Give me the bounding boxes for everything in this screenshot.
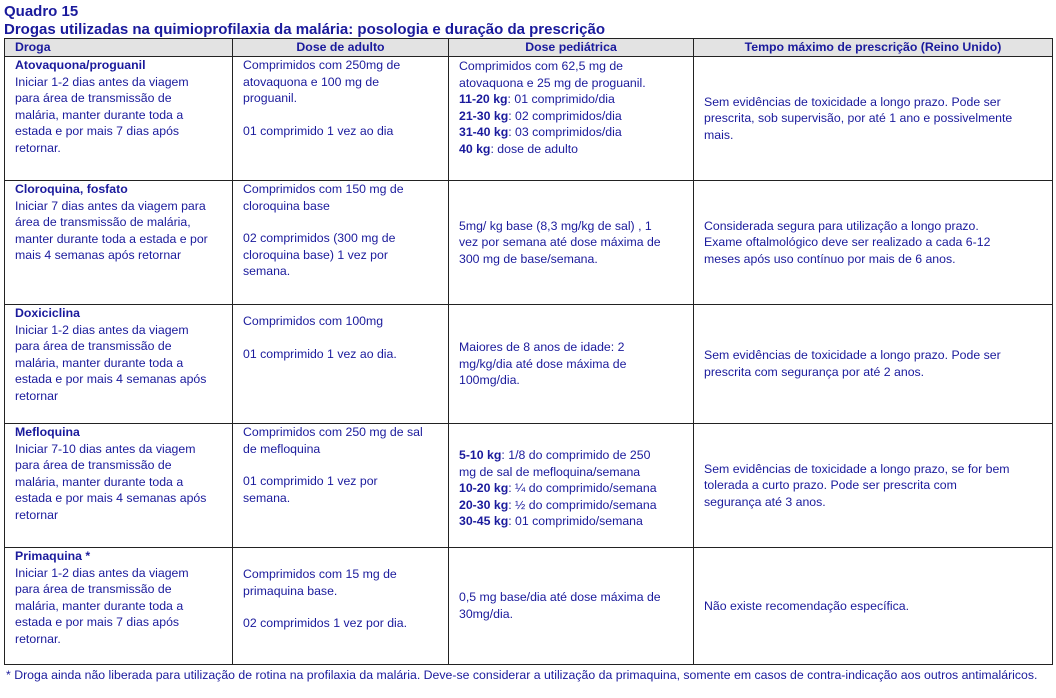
- pediatric-dose-text: atovaquona e 25 mg de proguanil.: [459, 75, 646, 90]
- adult-dose-cell: [233, 305, 449, 424]
- pediatric-dose-line: [459, 58, 685, 75]
- adult-dose-line: Comprimidos com 250 mg de sal: [243, 425, 423, 439]
- drug-description-line: estada e por mais 7 dias após: [15, 615, 180, 630]
- drug-cell: [5, 181, 233, 305]
- drug-table: [4, 38, 1053, 665]
- drug-description-line: área de transmissão de malária,: [15, 215, 191, 230]
- adult-dose-line: primaquina base.: [243, 583, 338, 598]
- drug-description-line: para área de transmissão de: [15, 339, 172, 354]
- drug-description-line: Iniciar 1-2 dias antes da viagem: [15, 74, 189, 89]
- pediatric-dose-line: [459, 513, 685, 530]
- drug-description-line: para área de transmissão de: [15, 582, 172, 597]
- weight-range: 40 kg: [459, 141, 491, 156]
- table-row: [5, 548, 1053, 665]
- pediatric-dose-line: [459, 447, 685, 464]
- spacer: [243, 599, 440, 615]
- adult-dose-line: 02 comprimidos (300 mg de: [243, 231, 396, 246]
- pediatric-dose-cell: [449, 305, 694, 424]
- pediatric-dose-line: [459, 589, 685, 606]
- pediatric-dose-text: : ½ do comprimido/semana: [508, 497, 657, 512]
- max-time-line: segurança até 3 anos.: [704, 494, 826, 509]
- pediatric-dose-text: : dose de adulto: [490, 141, 578, 156]
- drug-description-line: Iniciar 1-2 dias antes da viagem: [15, 565, 189, 580]
- max-time-line: prescrita com segurança por até 2 anos.: [704, 365, 925, 379]
- pediatric-dose-text: Maiores de 8 anos de idade: 2: [459, 340, 625, 355]
- header-drug: Droga: [5, 39, 233, 57]
- pediatric-dose-line: [459, 464, 685, 481]
- drug-name: Primaquina *: [15, 549, 91, 563]
- pediatric-dose-text: 0,5 mg base/dia até dose máxima de: [459, 590, 661, 605]
- adult-dose-line: semana.: [243, 490, 291, 505]
- pediatric-dose-cell: [449, 181, 694, 305]
- pediatric-dose-text: Comprimidos com 62,5 mg de: [459, 59, 624, 73]
- max-time-line: prescrita, sob supervisão, por até 1 ano e possivelmente: [704, 111, 1013, 126]
- drug-description-line: para área de transmissão de: [15, 458, 172, 473]
- drug-name: Mefloquina: [15, 425, 80, 439]
- table-subtitle: Drogas utilizadas na quimioprofilaxia da malária: posologia e duração da prescrição: [4, 21, 606, 38]
- pediatric-dose-text: : ¼ do comprimido/semana: [508, 481, 657, 496]
- header-pediatric-dose: Dose pediátrica: [449, 39, 694, 57]
- drug-description-line: retornar.: [15, 140, 61, 155]
- header-adult-dose: Dose de adulto: [233, 39, 449, 57]
- pediatric-dose-line: [459, 91, 685, 108]
- pediatric-dose-line: [459, 339, 685, 356]
- pediatric-dose-line: [459, 124, 685, 141]
- adult-dose-line: cloroquina base: [243, 198, 330, 213]
- weight-range: 30-45 kg: [459, 514, 509, 529]
- adult-dose-line: Comprimidos com 100mg: [243, 314, 384, 328]
- adult-dose-line: 01 comprimido 1 vez ao dia: [243, 123, 394, 138]
- adult-dose-line: 01 comprimido 1 vez ao dia.: [243, 346, 397, 361]
- drug-description-line: retornar: [15, 388, 59, 403]
- pediatric-dose-line: [459, 234, 685, 251]
- adult-dose-line: Comprimidos com 150 mg de: [243, 182, 404, 196]
- pediatric-dose-line: [459, 75, 685, 92]
- table-row: [5, 181, 1053, 305]
- adult-dose-line: de mefloquina: [243, 441, 321, 456]
- weight-range: 21-30 kg: [459, 108, 509, 123]
- drug-description-line: retornar: [15, 507, 59, 522]
- table-caption: Quadro 15: [4, 3, 79, 20]
- pediatric-dose-line: [459, 606, 685, 623]
- drug-description-line: Iniciar 7 dias antes da viagem para: [15, 198, 206, 213]
- pediatric-dose-line: [459, 372, 685, 389]
- max-time-line: Sem evidências de toxicidade a longo prazo. Pode ser: [704, 348, 1001, 363]
- weight-range: 5-10 kg: [459, 448, 502, 463]
- spacer: [243, 550, 440, 566]
- drug-cell: [5, 305, 233, 424]
- table-row: [5, 424, 1053, 548]
- drug-name: Doxiciclina: [15, 306, 80, 320]
- drug-name: Cloroquina, fosfato: [15, 182, 128, 196]
- drug-description-line: estada e por mais 4 semanas após: [15, 491, 207, 506]
- adult-dose-line: atovaquona e 100 mg de: [243, 74, 380, 89]
- weight-range: 10-20 kg: [459, 481, 509, 496]
- adult-dose-line: 01 comprimido 1 vez por: [243, 474, 378, 489]
- drug-description-line: Iniciar 7-10 dias antes da viagem: [15, 441, 196, 456]
- max-time-line: tolerada a curto prazo. Pode ser prescrita com: [704, 478, 957, 493]
- drug-name: Atovaquona/proguanil: [15, 58, 146, 72]
- weight-range: 20-30 kg: [459, 497, 509, 512]
- pediatric-dose-line: [459, 251, 685, 268]
- pediatric-dose-text: vez por semana até dose máxima de: [459, 235, 661, 250]
- pediatric-dose-line: [459, 356, 685, 373]
- weight-range: 11-20 kg: [459, 92, 508, 107]
- adult-dose-line: Comprimidos com 250mg de: [243, 58, 401, 72]
- spacer: [243, 107, 440, 123]
- drug-description-line: retornar.: [15, 631, 61, 646]
- spacer: [243, 457, 440, 473]
- adult-dose-cell: [233, 57, 449, 181]
- max-time-cell: [694, 548, 1053, 665]
- max-time-cell: [694, 305, 1053, 424]
- max-time-line: Sem evidências de toxicidade a longo prazo. Pode ser: [704, 94, 1001, 109]
- pediatric-dose-text: 100mg/dia.: [459, 373, 520, 388]
- drug-cell: [5, 424, 233, 548]
- max-time-cell: [694, 424, 1053, 548]
- pediatric-dose-text: : 02 comprimidos/dia: [508, 108, 622, 123]
- footnote: * Droga ainda não liberada para utilização de rotina na profilaxia da malária. Deve-se considerar a utilização da primaquina, somente em casos de contra-indicação aos outros antimaláricos.: [6, 668, 1038, 682]
- adult-dose-line: semana.: [243, 264, 291, 279]
- drug-description-line: para área de transmissão de: [15, 91, 172, 106]
- drug-description-line: malária, manter durante toda a: [15, 474, 184, 489]
- max-time-line: Exame oftalmológico deve ser realizado a cada 6-12: [704, 235, 991, 250]
- pediatric-dose-text: 5mg/ kg base (8,3 mg/kg de sal) , 1: [459, 218, 652, 233]
- drug-description-line: mais 4 semanas após retornar: [15, 248, 182, 263]
- adult-dose-cell: [233, 181, 449, 305]
- pediatric-dose-cell: [449, 424, 694, 548]
- pediatric-dose-text: : 01 comprimido/dia: [507, 92, 615, 107]
- spacer: [243, 214, 440, 230]
- pediatric-dose-text: : 1/8 do comprimido de 250: [501, 448, 651, 463]
- max-time-cell: [694, 181, 1053, 305]
- table-body: [5, 57, 1053, 665]
- pediatric-dose-text: : 01 comprimido/semana: [508, 514, 643, 529]
- adult-dose-line: proguanil.: [243, 91, 298, 106]
- table-row: [5, 57, 1053, 181]
- weight-range: 31-40 kg: [459, 125, 509, 140]
- pediatric-dose-cell: [449, 57, 694, 181]
- document: [4, 2, 1052, 683]
- adult-dose-cell: [233, 424, 449, 548]
- adult-dose-line: Comprimidos com 15 mg de: [243, 567, 397, 581]
- max-time-line: Sem evidências de toxicidade a longo prazo, se for bem: [704, 461, 1010, 476]
- pediatric-dose-line: [459, 141, 685, 158]
- pediatric-dose-cell: [449, 548, 694, 665]
- pediatric-dose-text: mg/kg/dia até dose máxima de: [459, 356, 627, 371]
- pediatric-dose-text: 30mg/dia.: [459, 607, 514, 621]
- header-row: [5, 39, 1053, 57]
- pediatric-dose-line: [459, 218, 685, 235]
- drug-description-line: malária, manter durante toda a: [15, 355, 184, 370]
- pediatric-dose-line: [459, 480, 685, 497]
- pediatric-dose-text: mg de sal de mefloquina/semana: [459, 464, 641, 479]
- adult-dose-line: 02 comprimidos 1 vez por dia.: [243, 616, 408, 631]
- max-time-line: meses após uso contínuo por mais de 6 anos.: [704, 251, 956, 266]
- max-time-cell: [694, 57, 1053, 181]
- pediatric-dose-line: [459, 108, 685, 125]
- pediatric-dose-text: 300 mg de base/semana.: [459, 251, 598, 266]
- max-time-line: Não existe recomendação específica.: [704, 598, 910, 613]
- spacer: [243, 330, 440, 346]
- pediatric-dose-text: : 03 comprimidos/dia: [508, 125, 622, 140]
- header-max-time: Tempo máximo de prescrição (Reino Unido): [694, 39, 1053, 57]
- adult-dose-line: cloroquina base) 1 vez por: [243, 247, 388, 262]
- adult-dose-cell: [233, 548, 449, 665]
- table-row: [5, 305, 1053, 424]
- drug-cell: [5, 57, 233, 181]
- drug-description-line: manter durante toda a estada e por: [15, 231, 208, 246]
- pediatric-dose-line: [459, 497, 685, 514]
- drug-description-line: malária, manter durante toda a: [15, 598, 184, 613]
- max-time-line: mais.: [704, 127, 734, 142]
- drug-cell: [5, 548, 233, 665]
- drug-description-line: Iniciar 1-2 dias antes da viagem: [15, 322, 189, 337]
- drug-description-line: malária, manter durante toda a: [15, 107, 184, 122]
- drug-description-line: estada e por mais 4 semanas após: [15, 372, 207, 387]
- drug-description-line: estada e por mais 7 dias após: [15, 124, 180, 139]
- max-time-line: Considerada segura para utilização a longo prazo.: [704, 218, 979, 233]
